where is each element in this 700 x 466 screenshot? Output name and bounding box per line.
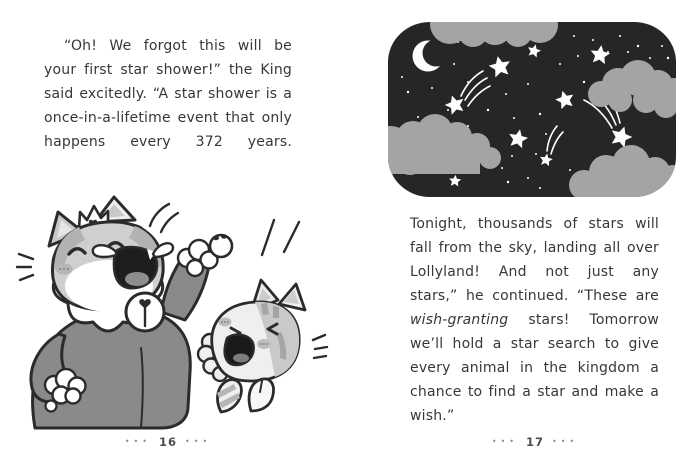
king-left-paw — [46, 401, 57, 412]
footer-dots: ••• — [552, 437, 579, 446]
right-paragraph-italic: wish-granting — [410, 312, 509, 328]
king-raised-paw — [210, 234, 232, 257]
night-sky-illustration — [388, 22, 676, 197]
right-page-number: 17 — [525, 435, 544, 449]
king-and-kitten-illustration — [15, 192, 335, 436]
king-cat — [17, 197, 232, 428]
right-paragraph-text-2: stars! Tomorrow we’ll hold a star search to give every animal in the kingdom a chance to find a star and make a wish.” — [410, 312, 659, 424]
footer-dots: ••• — [491, 437, 518, 446]
king-bell — [126, 293, 164, 331]
footer-dots: ••• — [124, 437, 151, 446]
left-page-number: 16 — [158, 435, 177, 449]
kitten-side-lines — [313, 335, 327, 358]
left-paragraph — [44, 34, 292, 154]
right-page-footer — [350, 431, 700, 450]
kitten-excitement-lines — [262, 220, 299, 255]
kitten-mouth — [225, 335, 254, 366]
left-paragraph-text: “Oh! We forgot this will be your first star shower!” the King said excitedly. “A star shower is a once-in-a-lifetime event that only happens every 372 years. — [44, 38, 292, 150]
right-paragraph-text-1: Tonight, thousands of stars will fall from the sky, landing all over Lollyland! And not just any stars,” he continued. “These are — [410, 216, 659, 304]
page-right — [350, 0, 700, 466]
left-page-footer — [0, 431, 350, 450]
footer-dots: ••• — [185, 437, 212, 446]
right-paragraph — [410, 212, 659, 428]
king-mouth — [114, 247, 157, 288]
